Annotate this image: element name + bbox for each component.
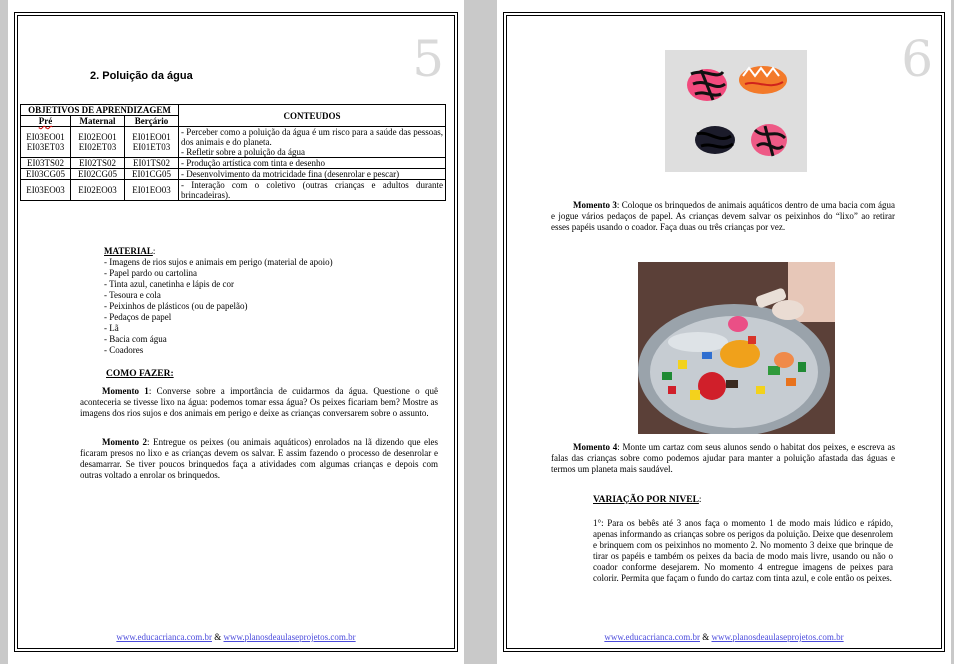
footer-link-educacrianca[interactable]: www.educacrianca.com.br — [604, 632, 700, 642]
moment-2-text: : Entregue os peixes (ou animais aquáticos) enrolados na lã dizendo que eles ficaram presos no lixo e as crianças devem os salvar. E assim fazendo o processo de desenrolar e desamarrar. Se tiver poucos brinquedos faça a atividades com algumas crianças e depois com outras voltado a enrolar os brinquedos. — [80, 437, 438, 480]
cell-bercario: EI01CG05 — [125, 169, 179, 180]
col-bercario: Berçário — [125, 116, 179, 127]
page-number: 6 — [901, 30, 933, 88]
footer-separator: & — [699, 632, 712, 642]
variation-heading-line — [593, 495, 702, 505]
cell-pre: EI03CG05 — [21, 169, 71, 180]
variation-heading: VARIAÇÃO POR NIVEL — [593, 495, 699, 505]
cell-maternal: EI02TS02 — [71, 158, 125, 169]
cell-maternal: EI02EO01 EI02ET03 — [71, 127, 125, 158]
cell-content: - Desenvolvimento da motricidade fina (desenrolar e pescar) — [179, 169, 446, 180]
list-item: - Papel pardo ou cartolina — [104, 268, 197, 278]
list-item: - Peixinhos de plásticos (ou de papelão) — [104, 301, 248, 311]
table-row — [21, 169, 446, 180]
footer — [497, 632, 951, 642]
objectives-header: OBJETIVOS DE APRENDIZAGEM — [21, 105, 179, 116]
variation-colon: : — [698, 495, 702, 505]
cell-content: - Produção artística com tinta e desenho — [179, 158, 446, 169]
contents-header: CONTEUDOS — [179, 105, 446, 127]
col-pre: Pré — [38, 116, 53, 126]
yarn-fish-illustration — [665, 50, 807, 172]
photo-yarn-fish — [665, 50, 807, 172]
table-row — [21, 127, 446, 158]
footer-separator: & — [211, 632, 224, 642]
page-number: 5 — [412, 30, 444, 88]
list-item: - Tinta azul, canetinha e lápis de cor — [104, 279, 234, 289]
cell-pre: EI03EO01 EI03ET03 — [21, 127, 71, 158]
document-page-5 — [8, 0, 464, 664]
document-page-6 — [497, 0, 951, 664]
moment-3-paragraph — [551, 200, 895, 233]
cell-bercario: EI01EO01 EI01ET03 — [125, 127, 179, 158]
moment-1-label: Momento 1 — [102, 386, 149, 396]
list-item: - Bacia com água — [104, 334, 167, 344]
table-row — [21, 180, 446, 201]
material-heading: MATERIAL — [104, 246, 153, 256]
cell-pre: EI03EO03 — [21, 180, 71, 201]
moment-4-paragraph — [551, 442, 895, 475]
photo-water-basin — [638, 262, 835, 434]
list-item: - Imagens de rios sujos e animais em perigo (material de apoio) — [104, 257, 333, 267]
how-to-heading: COMO FAZER: — [106, 369, 174, 379]
list-item: - Tesoura e cola — [104, 290, 161, 300]
col-maternal: Maternal — [71, 116, 125, 127]
moment-3-text: : Coloque os brinquedos de animais aquáticos dentro de uma bacia com água e jogue vários pedaços de papel. As crianças devem salvar os peixinhos do “lixo” ao retirar esses papéis usando o coador. Faça duas ou três crianças por vez. — [551, 200, 895, 232]
moment-3-label: Momento 3 — [573, 200, 617, 210]
cell-maternal: EI02CG05 — [71, 169, 125, 180]
footer-link-planosdeaula[interactable]: www.planosdeaulaseprojetos.com.br — [711, 632, 844, 642]
cell-content: - Interação com o coletivo (outras crianças e adultos durante brincadeiras). — [179, 180, 446, 201]
footer — [8, 632, 464, 642]
basin-illustration — [638, 262, 835, 434]
cell-bercario: EI01EO03 — [125, 180, 179, 201]
list-item: - Coadores — [104, 345, 144, 355]
footer-link-educacrianca[interactable]: www.educacrianca.com.br — [116, 632, 212, 642]
moment-2-paragraph — [80, 437, 438, 481]
moment-4-text: : Monte um cartaz com seus alunos sendo o habitat dos peixes, e escreva as falas das crianças sobre como podemos ajudar para manter a poluição afastada das águas e termos um planeta mais saudável. — [551, 442, 895, 474]
cell-pre: EI03TS02 — [21, 158, 71, 169]
cell-content: - Perceber como a poluição da água é um risco para a saúde das pessoas, dos animais e do planeta. - Refletir sobre a poluição da água — [179, 127, 446, 158]
variation-paragraph: 1°: Para os bebês até 3 anos faça o momento 1 de modo mais lúdico e rápido, apenas informando as crianças sobre os perigos da poluição. Deixe que desenrolem e brinquem com os peixinhos no momento 2. No momento 3 deixe que brinque de tirar os papéis e também os peixes da bacia de modo mais livre, usando ou não o coador conforme desejarem. No momento 4 entregue imagens de peixes para colorir. Permita que façam o fundo do cartaz com tinta azul, e cole então os peixes. — [593, 518, 893, 583]
objectives-table — [20, 104, 446, 201]
moment-1-paragraph — [80, 386, 438, 419]
material-list — [104, 257, 333, 356]
footer-link-planosdeaula[interactable]: www.planosdeaulaseprojetos.com.br — [223, 632, 356, 642]
moment-2-label: Momento 2 — [102, 437, 148, 447]
section-title: 2. Poluição da água — [90, 70, 193, 82]
moment-4-label: Momento 4 — [573, 442, 618, 452]
material-section: MATERIAL: - Imagens de rios sujos e animais em perigo (material de apoio) - Papel pardo ou cartolina - Tinta azul, canetinha e lápis de cor - Tesoura e cola - Peixinhos de plásticos (ou de papelão) - Pedaços de papel - Lã - Bacia com água - Coadores — [104, 246, 333, 355]
cell-bercario: EI01TS02 — [125, 158, 179, 169]
list-item: - Lã — [104, 323, 119, 333]
cell-maternal: EI02EO03 — [71, 180, 125, 201]
moment-1-text: : Converse sobre a importância de cuidarmos da água. Questione o quê aconteceria se tivesse lixo na água: podemos tomar essa água? Os peixes ficariam bem? Mostre as imagens dos rios sujos e dos animais em perigo e deixe as crianças conversarem sobre o assunto. — [80, 386, 438, 418]
table-row — [21, 158, 446, 169]
list-item: - Pedaços de papel — [104, 312, 172, 322]
